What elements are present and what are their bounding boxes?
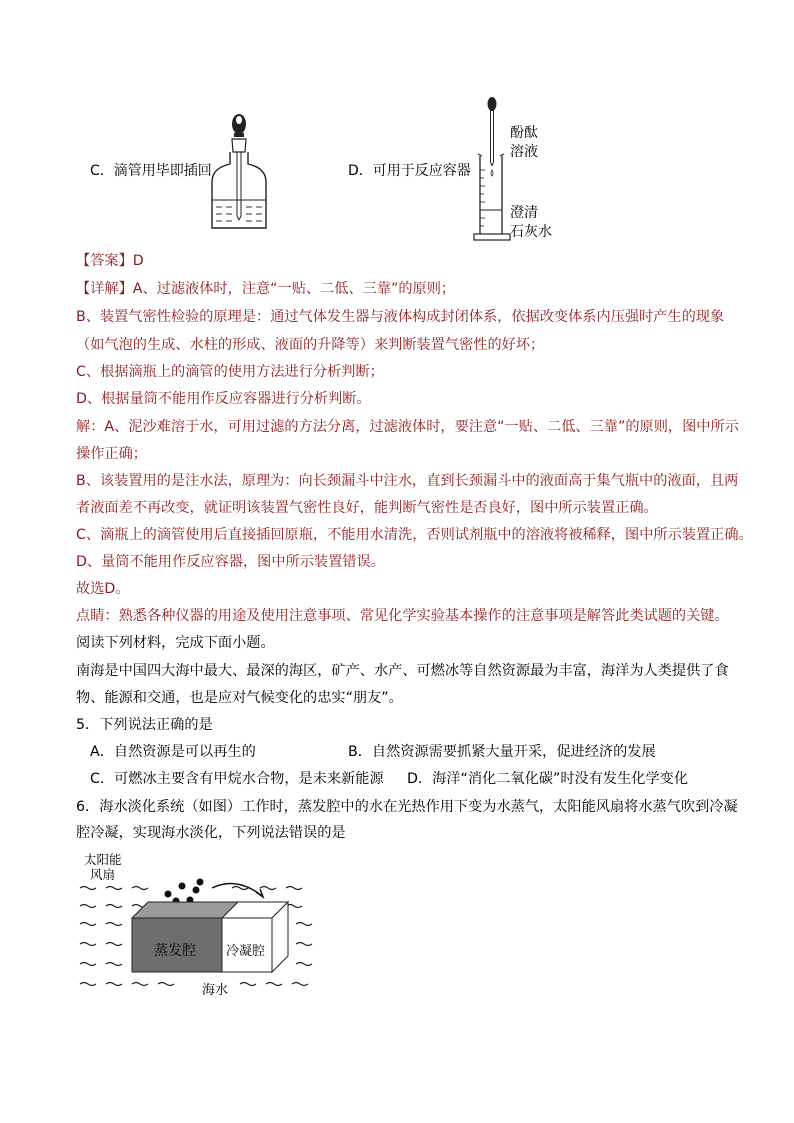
- analysis-line-9: C、滴瓶上的滴管使用后直接插回原瓶，不能用水清洗，否则试剂瓶中的溶液将被稀释，图中所示装置正确。: [76, 527, 753, 543]
- q5-option-b: B．自然资源需要抓紧大量开采，促进经济的发展: [348, 744, 656, 760]
- analysis-line-2: （如气泡的生成、水柱的形成、液面的升降等）来判断装置气密性的好坏；: [76, 337, 545, 353]
- answer-line: [76, 250, 144, 270]
- analysis-line-8: 者液面差不再改变，就证明该装置气密性良好，能判断气密性是否良好，图中所示装置正确。: [76, 500, 658, 516]
- analysis-text-0: A、过滤液体时，注意“一贴、二低、三靠”的原则；: [132, 281, 456, 297]
- answer-value: D: [132, 253, 144, 269]
- label-limewater-2: 石灰水: [510, 224, 552, 240]
- desalination-figure: [72, 848, 322, 1000]
- analysis-line-4: D、根据量筒不能用作反应容器进行分析判断。: [76, 391, 371, 407]
- condensation-chamber-label: 冷凝腔: [226, 944, 266, 959]
- reading-intro: 阅读下列材料，完成下面小题。: [76, 635, 275, 651]
- analysis-line-10: D、量筒不能用作反应容器，图中所示装置错误。: [76, 554, 385, 570]
- solar-fan-label-1: 太阳能: [84, 852, 122, 867]
- graduated-cylinder-figure: [470, 94, 514, 244]
- analysis-line-12: 点睛：熟悉各种仪器的用途及使用注意事项、常见化学实验基本操作的注意事项是解答此类试题的关键。: [76, 608, 729, 624]
- airflow-arrow: [212, 884, 262, 897]
- vapor-dots: [165, 879, 204, 905]
- analysis-line-6: 操作正确；: [76, 446, 147, 462]
- analysis-line-5: 解：A、泥沙难溶于水，可用过滤的方法分离，过滤液体时，要注意“一贴、二低、三靠”的原则，图中所示: [76, 419, 739, 435]
- q6-stem-1: 6．海水淡化系统（如图）工作时，蒸发腔中的水在光热作用下变为水蒸气，太阳能风扇将水蒸气吹到冷凝: [76, 799, 738, 815]
- option-c-label: C．滴管用毕即插回: [90, 163, 212, 179]
- label-phenolphthalein-1: 酚酞: [510, 125, 538, 141]
- label-phenolphthalein-2: 溶液: [510, 144, 538, 160]
- answer-label: 【答案】: [76, 253, 133, 269]
- analysis-line-7: B、该装置用的是注水法，原理为：向长颈漏斗中注水，直到长颈漏斗中的液面高于集气瓶中的液面，且两: [76, 473, 739, 489]
- reading-passage-1: 南海是中国四大海中最大、最深的海区，矿产、水产、可燃冰等自然资源最为丰富，海洋为人类提供了食: [76, 663, 729, 679]
- reading-passage-2: 物、能源和交通，也是应对气候变化的忠实“朋友”。: [76, 690, 403, 706]
- q5-stem: 5．下列说法正确的是: [76, 717, 213, 733]
- solar-fan-label-2: 风扇: [90, 867, 116, 882]
- q6-stem-2: 腔冷凝，实现海水淡化，下列说法错误的是: [76, 825, 346, 841]
- q5-option-a: A．自然资源是可以再生的: [90, 744, 256, 760]
- analysis-line-3: C、根据滴瓶上的滴管的使用方法进行分析判断；: [76, 364, 384, 380]
- analysis-line-11: 故选D。: [76, 581, 130, 597]
- analysis-line-0: [76, 278, 455, 298]
- analysis-line-1: B、装置气密性检验的原理是：通过气体发生器与液体构成封闭体系，依据改变体系内压强时产生的现象: [76, 309, 725, 325]
- seawater-label: 海水: [202, 983, 229, 998]
- dropper-bottle-figure: [208, 108, 270, 232]
- evaporation-chamber-label: 蒸发腔: [154, 943, 196, 959]
- analysis-label: 【详解】: [76, 281, 133, 297]
- label-limewater-1: 澄清: [510, 205, 538, 221]
- option-d-label: D．可用于反应容器: [348, 163, 471, 179]
- q5-option-c: C．可燃冰主要含有甲烷水合物，是未来新能源: [90, 771, 384, 787]
- q5-option-d: D．海洋“消化二氧化碳”时没有发生化学变化: [407, 771, 689, 787]
